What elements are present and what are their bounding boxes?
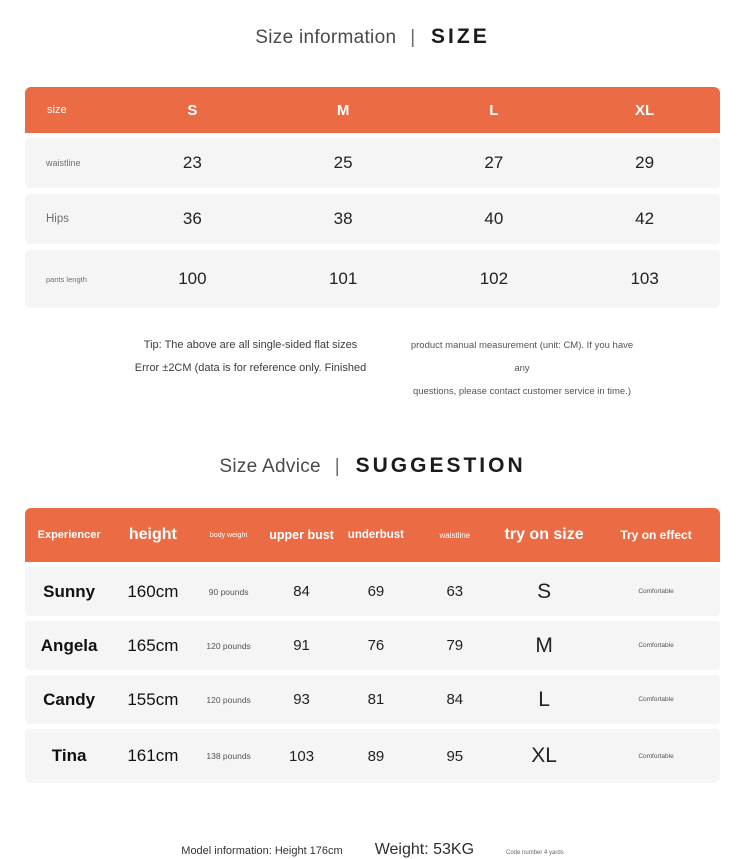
advice-column-header: upper bust (269, 528, 334, 542)
experiencer-weight: 120 pounds (206, 640, 251, 651)
size-column-header: L (489, 101, 499, 119)
measure-value: 40 (484, 209, 504, 228)
model-info-text: Model information: Height 176cm (181, 845, 343, 857)
try-on-size: M (535, 633, 553, 657)
measure-label: pants length (46, 274, 87, 284)
size-advice-title-text: Size Advice (219, 456, 321, 477)
try-on-effect: Comfortable (638, 588, 674, 595)
try-on-effect: Comfortable (638, 752, 674, 760)
size-tips-right (407, 334, 637, 403)
upper-bust-value: 103 (289, 747, 315, 765)
size-tips-left (108, 334, 393, 403)
measure-value: 42 (635, 209, 655, 228)
size-table-body (25, 138, 720, 308)
measure-label: waistline (46, 158, 81, 168)
underbust-value: 76 (367, 637, 385, 654)
size-tip-line: product manual measurement (unit: CM). If you have any (410, 340, 634, 374)
upper-bust-value: 91 (293, 637, 310, 654)
upper-bust-value: 93 (293, 691, 310, 708)
size-tip-line: Tip: The above are all single-sided flat sizes (143, 339, 358, 351)
waistline-value: 95 (446, 747, 464, 765)
advice-column-header: waistline (439, 530, 471, 540)
experiencer-height: 155cm (127, 689, 179, 709)
experiencer-name: Candy (43, 689, 96, 709)
advice-table (25, 508, 720, 783)
measure-value: 103 (630, 269, 659, 288)
size-tip-line: Error ±2CM (data is for reference only. Finished (134, 362, 367, 374)
size-column-header: size (47, 104, 67, 116)
experiencer-name: Tina (51, 746, 87, 765)
advice-table-row (25, 729, 720, 783)
measure-value: 100 (178, 269, 207, 288)
size-advice-title-en: SUGGESTION (355, 454, 526, 477)
size-tip-line: questions, please contact customer service in time.) (412, 386, 632, 397)
size-table-header (25, 87, 720, 133)
advice-table-row (25, 621, 720, 670)
experiencer-height: 160cm (127, 581, 179, 601)
advice-table-header (25, 508, 720, 562)
advice-column-header: body weight (209, 531, 248, 539)
experiencer-name: Angela (40, 635, 98, 655)
size-advice-title (0, 403, 745, 480)
measure-value: 101 (328, 269, 358, 288)
advice-column-header: Try on effect (620, 528, 692, 542)
advice-column-header: underbust (347, 529, 405, 541)
underbust-value: 89 (367, 747, 385, 765)
try-on-size: XL (531, 744, 557, 767)
measure-value: 38 (333, 209, 353, 228)
try-on-size: S (537, 579, 552, 603)
experiencer-weight: 138 pounds (206, 751, 251, 761)
measure-value: 29 (635, 153, 655, 172)
model-weight-text: Weight: 53KG (374, 841, 475, 858)
size-table-row (25, 250, 720, 308)
size-column-header: XL (635, 101, 655, 119)
waistline-value: 84 (446, 691, 464, 708)
measure-value: 36 (182, 209, 202, 228)
size-info-title-en: SIZE (431, 25, 490, 48)
underbust-value: 69 (367, 583, 385, 600)
underbust-value: 81 (367, 691, 385, 708)
size-info-title (0, 0, 745, 51)
size-table-row (25, 194, 720, 244)
size-tips (0, 334, 745, 403)
measure-value: 23 (182, 153, 202, 172)
size-table-row (25, 138, 720, 188)
upper-bust-value: 84 (293, 583, 310, 600)
waistline-value: 63 (446, 583, 464, 600)
advice-table-row (25, 675, 720, 724)
code-number-text: Code number 4 yards (506, 850, 564, 856)
advice-table-body (25, 567, 720, 783)
experiencer-weight: 120 pounds (206, 694, 251, 705)
model-info-footer (0, 841, 745, 859)
try-on-size: L (538, 687, 550, 711)
try-on-effect: Comfortable (638, 696, 674, 703)
experiencer-height: 161cm (127, 746, 179, 765)
experiencer-weight: 90 pounds (208, 586, 249, 597)
size-info-title-text: Size information (255, 27, 397, 48)
measure-value: 102 (479, 269, 509, 288)
waistline-value: 79 (446, 637, 464, 654)
measure-value: 25 (333, 153, 353, 172)
advice-column-header: height (128, 526, 177, 543)
advice-column-header: Experiencer (37, 529, 101, 541)
experiencer-height: 165cm (127, 635, 179, 655)
size-table (25, 87, 720, 308)
title-divider: | (334, 456, 340, 477)
advice-column-header: try on size (504, 526, 584, 543)
size-column-header: M (336, 101, 350, 119)
size-column-header: S (187, 101, 198, 119)
measure-value: 27 (484, 153, 504, 172)
experiencer-name: Sunny (43, 581, 96, 601)
try-on-effect: Comfortable (638, 642, 674, 649)
advice-table-row (25, 567, 720, 616)
title-divider: | (410, 27, 416, 48)
measure-label: Hips (46, 213, 70, 225)
